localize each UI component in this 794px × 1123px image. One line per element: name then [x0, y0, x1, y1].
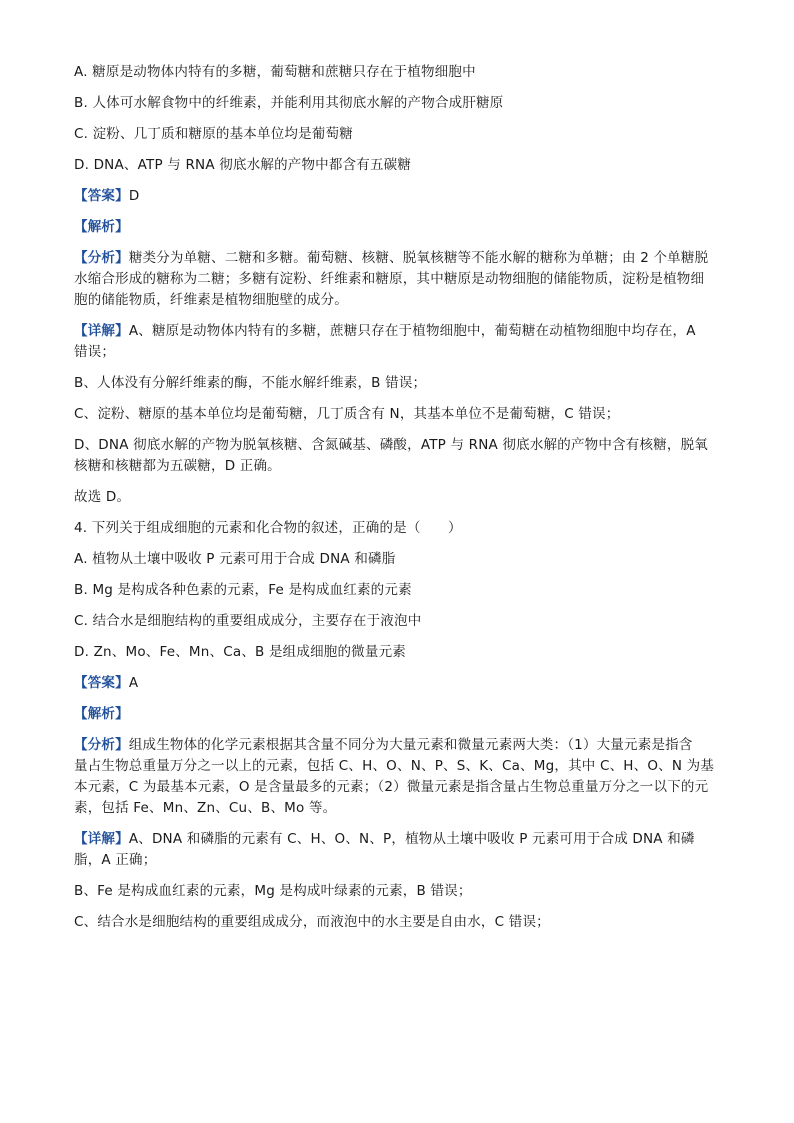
fenxi-text: 组成生物体的化学元素根据其含量不同分为大量元素和微量元素两大类：（1）大量元素是指含 [128, 737, 693, 753]
fenxi-paragraph-line: 水缩合形成的糖称为二糖；多糖有淀粉、纤维素和糖原，其中糖原是动物细胞的储能物质，淀粉是植物细 [74, 271, 705, 287]
q4-fenxi-line: 本元素，C 为最基本元素，O 是含量最多的元素；（2）微量元素是指含量占生物总重量万分之一以下的元 [74, 779, 709, 795]
answer-tag: 【答案】 [74, 188, 129, 204]
q4-fenxi-line: 量占生物总重量万分之一以上的元素，包括 C、H、O、N、P、S、K、Ca、Mg，其中 C、H、O、N 为基 [74, 758, 715, 774]
document-page [74, 62, 734, 943]
fenxi-text: 糖类分为单糖、二糖和多糖。葡萄糖、核糖、脱氧核糖等不能水解的糖称为单糖；由 2 个单糖脱 [128, 250, 709, 266]
fenxi-tag: 【分析】 [74, 250, 129, 266]
xiangjie-paragraph-line [74, 321, 734, 342]
conclusion: 故选 D。 [74, 489, 131, 505]
answer-value: A [128, 675, 139, 691]
q4-xiangjie-line [74, 829, 734, 850]
option-d: D. DNA、ATP 与 RNA 彻底水解的产物中都含有五碳糖 [74, 157, 412, 173]
q4-option-b: B. Mg 是构成各种色素的元素，Fe 是构成血红素的元素 [74, 582, 412, 598]
q4-detail-c: C、结合水是细胞结构的重要组成成分，而液泡中的水主要是自由水，C 错误； [74, 914, 550, 930]
detail-c: C、淀粉、糖原的基本单位均是葡萄糖，几丁质含有 N，其基本单位不是葡萄糖，C 错误； [74, 406, 620, 422]
option-b: B. 人体可水解食物中的纤维素，并能利用其彻底水解的产物合成肝糖原 [74, 95, 504, 111]
fenxi-tag: 【分析】 [74, 737, 129, 753]
answer-line [74, 186, 734, 207]
question-4-stem: 4. 下列关于组成细胞的元素和化合物的叙述，正确的是（ ） [74, 520, 462, 536]
q4-answer-line [74, 673, 734, 694]
detail-d: D、DNA 彻底水解的产物为脱氧核糖、含氮碱基、磷酸，ATP 与 RNA 彻底水解的产物中含有核糖，脱氧 [74, 437, 708, 453]
xiangjie-text: A、糖原是动物体内特有的多糖，蔗糖只存在于植物细胞中，葡萄糖在动植物细胞中均存在，A [128, 323, 696, 339]
answer-value: D [128, 188, 140, 204]
option-c: C. 淀粉、几丁质和糖原的基本单位均是葡萄糖 [74, 126, 353, 142]
xiangjie-tag: 【详解】 [74, 323, 129, 339]
analysis-heading [74, 217, 734, 238]
q4-fenxi-line: 素，包括 Fe、Mn、Zn、Cu、B、Mo 等。 [74, 800, 337, 816]
q4-option-a: A. 植物从土壤中吸收 P 元素可用于合成 DNA 和磷脂 [74, 551, 396, 567]
q4-option-c: C. 结合水是细胞结构的重要组成成分，主要存在于液泡中 [74, 613, 422, 629]
q4-analysis-heading [74, 704, 734, 725]
option-a: A. 糖原是动物体内特有的多糖，葡萄糖和蔗糖只存在于植物细胞中 [74, 64, 476, 80]
fenxi-paragraph-line: 胞的储能物质，纤维素是植物细胞壁的成分。 [74, 292, 348, 308]
q4-fenxi-line [74, 735, 734, 756]
xiangjie-tag: 【详解】 [74, 831, 129, 847]
analysis-tag: 【解析】 [74, 706, 129, 722]
detail-d-continued: 核糖和核糖都为五碳糖，D 正确。 [74, 458, 281, 474]
answer-tag: 【答案】 [74, 675, 129, 691]
q4-xiangjie-line: 脂，A 正确； [74, 852, 157, 868]
analysis-tag: 【解析】 [74, 219, 129, 235]
xiangjie-text: A、DNA 和磷脂的元素有 C、H、O、N、P，植物从土壤中吸收 P 元素可用于合成 DNA 和磷 [128, 831, 695, 847]
q4-option-d: D. Zn、Mo、Fe、Mn、Ca、B 是组成细胞的微量元素 [74, 644, 406, 660]
fenxi-paragraph-line [74, 248, 734, 269]
xiangjie-paragraph-line: 错误； [74, 344, 116, 360]
q4-detail-b: B、Fe 是构成血红素的元素，Mg 是构成叶绿素的元素，B 错误； [74, 883, 472, 899]
detail-b: B、人体没有分解纤维素的酶，不能水解纤维素，B 错误； [74, 375, 427, 391]
